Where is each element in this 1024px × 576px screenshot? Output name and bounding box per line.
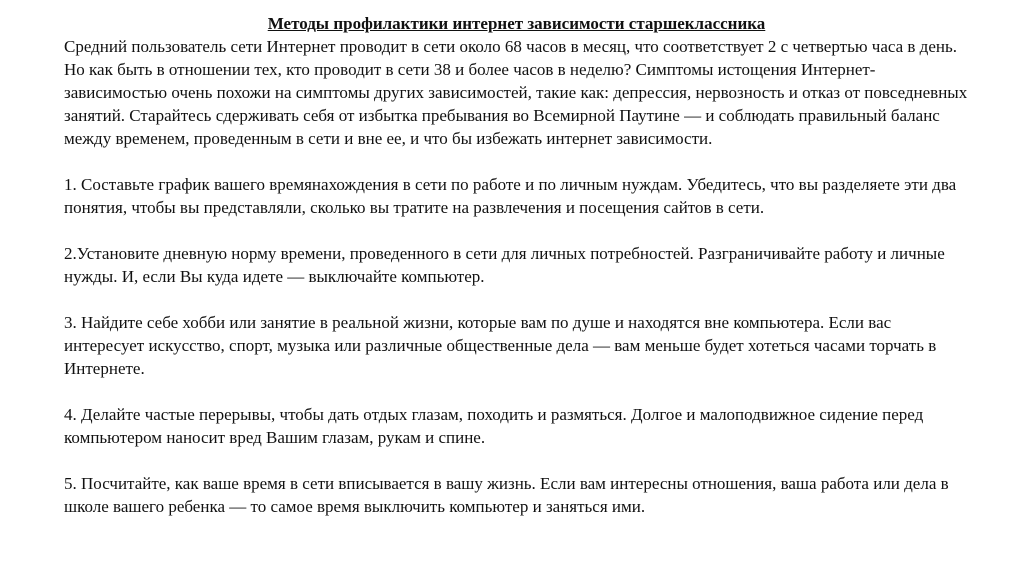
- tip-item-1: 1. Составьте график вашего времянахождения в сети по работе и по личным нуждам. Убедитесь, что вы разделяете эти два понятия, чтобы вы представляли, сколько вы тратите на развлечения и посещения сайтов в сети.: [64, 175, 957, 217]
- tip-item-5: 5. Посчитайте, как ваше время в сети вписывается в вашу жизнь. Если вам интересны отношения, ваша работа или дела в школе вашего ребенка — то самое время выключить компьютер и заняться ими.: [64, 474, 949, 516]
- paragraph-spacer: [64, 288, 969, 311]
- tip-item-4: 4. Делайте частые перерывы, чтобы дать отдых глазам, походить и размяться. Долгое и малоподвижное сидение перед компьютером наносит вред Вашим глазам, рукам и спине.: [64, 405, 924, 447]
- paragraph-spacer: [64, 150, 969, 173]
- tip-item-3: 3. Найдите себе хобби или занятие в реальной жизни, которые вам по душе и находятся вне компьютера. Если вас интересует искусство, спорт, музыка или различные общественные дела — вам меньше будет хотеться часами торчать в Интернете.: [64, 313, 937, 378]
- intro-paragraph: Средний пользователь сети Интернет проводит в сети около 68 часов в месяц, что соответствует 2 с четвертью часа в день. Но как быть в отношении тех, кто проводит в сети 38 и более часов в неделю? Симптомы истощения Интернет-зависимостью очень похожи на симптомы других зависимостей, такие как: депрессия, нервозность и отказ от повседневных занятий. Старайтесь сдерживать себя от избытка пребывания во Всемирной Паутине — и соблюдать правильный баланс между временем, проведенным в сети и вне ее, и что бы избежать интернет зависимости.: [64, 37, 968, 148]
- paragraph-spacer: [64, 219, 969, 242]
- tip-item-2: 2.Установите дневную норму времени, проведенного в сети для личных потребностей. Разграничивайте работу и личные нужды. И, если Вы куда идете — выключайте компьютер.: [64, 244, 945, 286]
- paragraph-spacer: [64, 449, 969, 472]
- slide-content: [64, 12, 969, 518]
- paragraph-spacer: [64, 380, 969, 403]
- page-title: Методы профилактики интернет зависимости старшеклассника: [267, 14, 766, 33]
